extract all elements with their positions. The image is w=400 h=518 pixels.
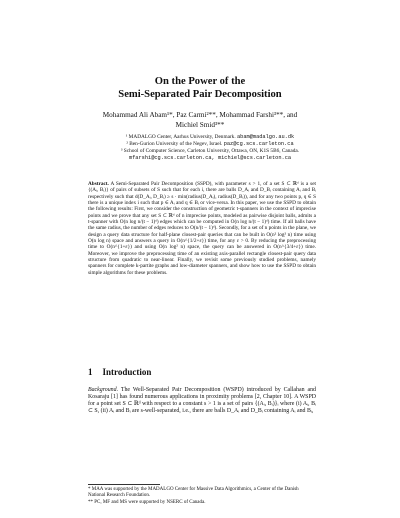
abstract bbox=[88, 181, 316, 276]
paper-title-line-2: Semi-Separated Pair Decomposition bbox=[118, 89, 282, 100]
affiliation-1 bbox=[70, 134, 350, 141]
authors-line-2: Michiel Smid³** bbox=[175, 121, 225, 129]
affiliation-3-text: ³ School of Computer Science, Carleton University, Ottawa, ON, K1S 5B6, Canada. bbox=[120, 148, 300, 154]
intro-text: The Well-Separated Pair Decomposition (WSPD) introduced by Callahan and Kosaraju [1] has found numerous applications in proximity problems [2, Chapter 10]. A WSPD for a point set S ⊂ ℝᵈ with respect to a constant s > 1 is a set of pairs {(Aᵢ, Bᵢ)}ᵢ where (i) Aᵢ, Bᵢ ⊂ S, (ii) Aᵢ and Bᵢ are s-well-separated, i.e., there are balls D_Aᵢ and D_Bᵢ containing Aᵢ and Bᵢ, bbox=[88, 387, 316, 415]
abstract-text: A Semi-Separated Pair Decomposition (SSPD), with parameter s > 1, of a set S ⊂ ℝᵈ is a set {(Aᵢ, Bᵢ)} of pairs of subsets of S such that for each i, there are balls D_Aᵢ and D_Bᵢ containing Aᵢ and Bᵢ respectively such that d(D_Aᵢ, D_Bᵢ) ≥ s · min(radius(D_Aᵢ), radius(D_Bᵢ)), and for any two points p, q ∈ S there is a unique index i such that p ∈ Aᵢ and q ∈ Bᵢ or vice-versa. In this paper, we use the SSPD to obtain the following results: First, we consider the construction of geometric t-spanners in the context of imprecise points and we prove that any set S ⊂ ℝᵈ of n imprecise points, modeled as pairwise disjoint balls, admits a t-spanner with O(n log n/(t − 1)ᵈ) edges which can be computed in O(n log n/(t − 1)ᵈ) time. If all balls have the same radius, the number of edges reduces to O(n/(t − 1)ᵈ). Secondly, for a set of n points in the plane, we design a query data structure for half-plane closest-pair queries that can be built in O(n² log² n) time using O(n log n) space and answers a query in O(n^{1/2+ε}) time, for any ε > 0. By reducing the preprocessing time to O(n^{1+ε}) and using O(n log² n) space, the query can be answered in O(n^{3/4+ε}) time. Moreover, we improve the preprocessing time of an existing axis-parallel rectangle closest-pair query data structure from quadratic to near-linear. Finally, we revisit some previously studied problems, namely spanners for complete k-partite graphs and low-diameter spanners, and show how to use the SSPD to obtain simple algorithms for these problems. bbox=[88, 181, 316, 276]
section-heading bbox=[88, 367, 151, 378]
footnote-rule bbox=[88, 484, 160, 485]
section-title: Introduction bbox=[102, 367, 152, 377]
affiliation-3 bbox=[70, 148, 350, 162]
affiliation-2 bbox=[70, 141, 350, 148]
introduction-paragraph bbox=[88, 387, 316, 415]
affiliation-2-email: paz@cg.scs.carleton.ca bbox=[223, 141, 294, 147]
section-number: 1 bbox=[88, 367, 93, 377]
footnote-1: * MAA was supported by the MADALGO Center for Massive Data Algorithmics, a Center of the Danish National Research Foundation. bbox=[88, 487, 299, 499]
affiliation-3-email: mfarshi@cg.scs.carleton.ca, michiel@scs.carleton.ca bbox=[128, 154, 292, 161]
affiliation-1-email: abam@madalgo.au.dk bbox=[237, 134, 295, 140]
authors-line-1: Mohammad Ali Abam¹*, Paz Carmi²**, Mohammad Farshi³**, and bbox=[102, 111, 298, 119]
paper-title-line-1: On the Power of the bbox=[154, 76, 246, 87]
abstract-label: Abstract. bbox=[88, 181, 109, 187]
affiliation-2-text: ² Ben-Gurion University of the Negev, Israel. bbox=[126, 141, 223, 147]
affiliation-1-text: ¹ MADALGO Center, Aarhus University, Denmark. bbox=[125, 134, 236, 140]
intro-label: Background. bbox=[88, 387, 119, 393]
footnote-2: ** PC, MF and MS were supported by NSERC of Canada. bbox=[88, 500, 206, 505]
